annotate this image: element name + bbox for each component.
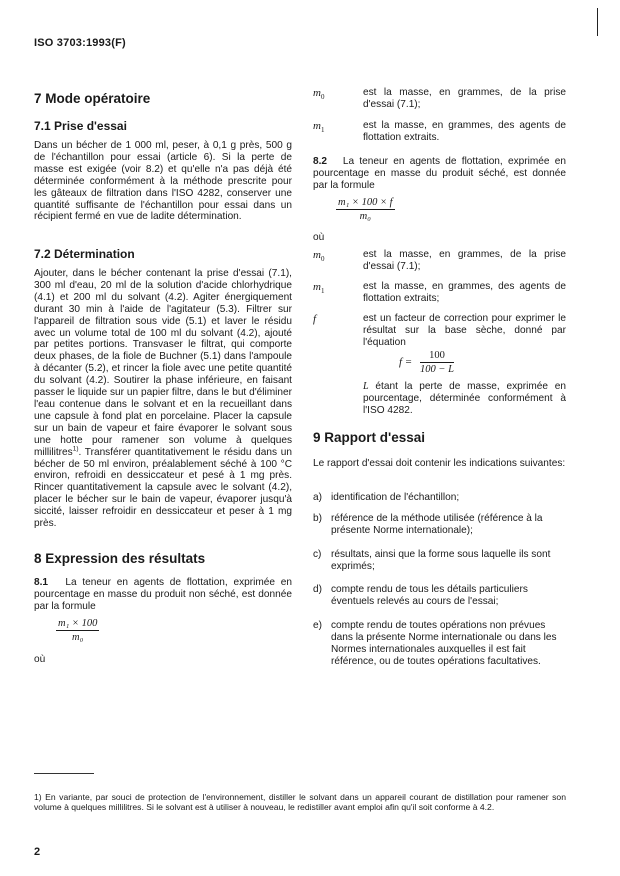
section-7-title: 7 Mode opératoire [34,91,151,106]
formula-8-2: $\frac{\text{m₁ × 100 × f}}{\text{m₀}}$ [338,197,393,222]
footnote-ref: 1) [72,445,79,453]
footnote: 1) En variante, par souci de protection de l'environnement, distiller le solvant dans un appareil courant de distillation pour ramener son volume à quelques millilitres. Si le solvant est à utiliser à nouveau, le redistiller avant emploi afin qu'il soit conforme à 4.2. [34,791,566,813]
section-8-1-text: 8.1 La teneur en agents de flottation, exprimée en pourcentage en masse du produit non séché, est donnée par la formule [34,577,292,612]
L-definition: L étant la perte de masse, exprimée en pourcentage, déterminée conformément à l'ISO 4282. [363,381,566,416]
ou-label-left: où [34,654,46,665]
page-number: 2 [34,846,41,858]
section-9-intro: Le rapport d'essai doit contenir les indications suivantes: [313,458,566,469]
section-7-2-text: Ajouter, dans le bécher contenant la prise d'essai (7.1), 300 ml d'eau, 20 ml de la solution d'acide chlorhydrique (4.1) et 200 ml du solvant (4.2). Agiter énergiquement durant 30 min à l'aide de l'agitateur (5.3). Filtrer sur l'appareil de filtration sous vide (5.1) et laver le résidu avec un volume total de 100 ml du solvant (4.2), ajouté par petites portions. Transvaser le filtrat, qui comporte deux phases, de la fiole de Buchner (5.1) dans l'ampoule à décanter (5.2), et rincer la fiole avec une petite quantité du solvant (4.2). Soutirer la phase inférieure, en faisant passer le liquide sur un papier filtre, dans le but d'éliminer l'eau contenue dans le solvant et en la recueillant dans une capsule à fond plat en porcelaine. Placer la capsule sur un bain de vapeur et faire évaporer le solvant sous une hotte pour ramener son volume à quelques millilitres$^{1)}$. Transférer quantitativement le résidu dans un bécher de 50 ml environ, préalablement séché à 100 °C environ, refroidi en dessiccateur et pesé à 1 mg près. Rincer quantitativement la capsule avec le solvant (4.2), placer le bécher sur le bain de vapeur, évaporer jusqu'à siccité, laisser refroidir en dessiccateur et peser à 1 mg près. [34,268,292,530]
document-id-header: ISO 3703:1993(F) [34,37,126,49]
ou-label-right: où [313,232,325,243]
section-9-title: 9 Rapport d'essai [313,430,425,445]
formula-8-1: $\frac{\text{m₁ × 100}}{\text{m₀}}$ [58,618,98,643]
section-8-2-text: 8.2 La teneur en agents de flottation, exprimée en pourcentage en masse du produit séché, est donnée par la formule [313,156,566,191]
section-7-2-title: 7.2 Détermination [34,247,135,261]
section-7-1-text: Dans un bécher de 1 000 ml, peser, à 0,1 g près, 500 g de l'échantillon pour essai (article 6). Si la perte de masse est exigée (voir 8.2) et qu'elle n'a pas déjà été déterminée conformément à la méthode prescrite pour les gâteaux de filtration dans l'ISO 4282, conserver une quantité suffisante de l'échantillon pour essai dans un récipient fermé en vue de ladite détermination. [34,140,292,223]
formula-f-lhs: f = [399,356,413,368]
footnote-rule [34,773,94,774]
section-7-1-title: 7.1 Prise d'essai [34,119,127,133]
margin-bar [597,8,598,36]
section-8-title: 8 Expression des résultats [34,551,206,566]
formula-f: $\frac{100}{100 - L}$ [420,350,454,375]
